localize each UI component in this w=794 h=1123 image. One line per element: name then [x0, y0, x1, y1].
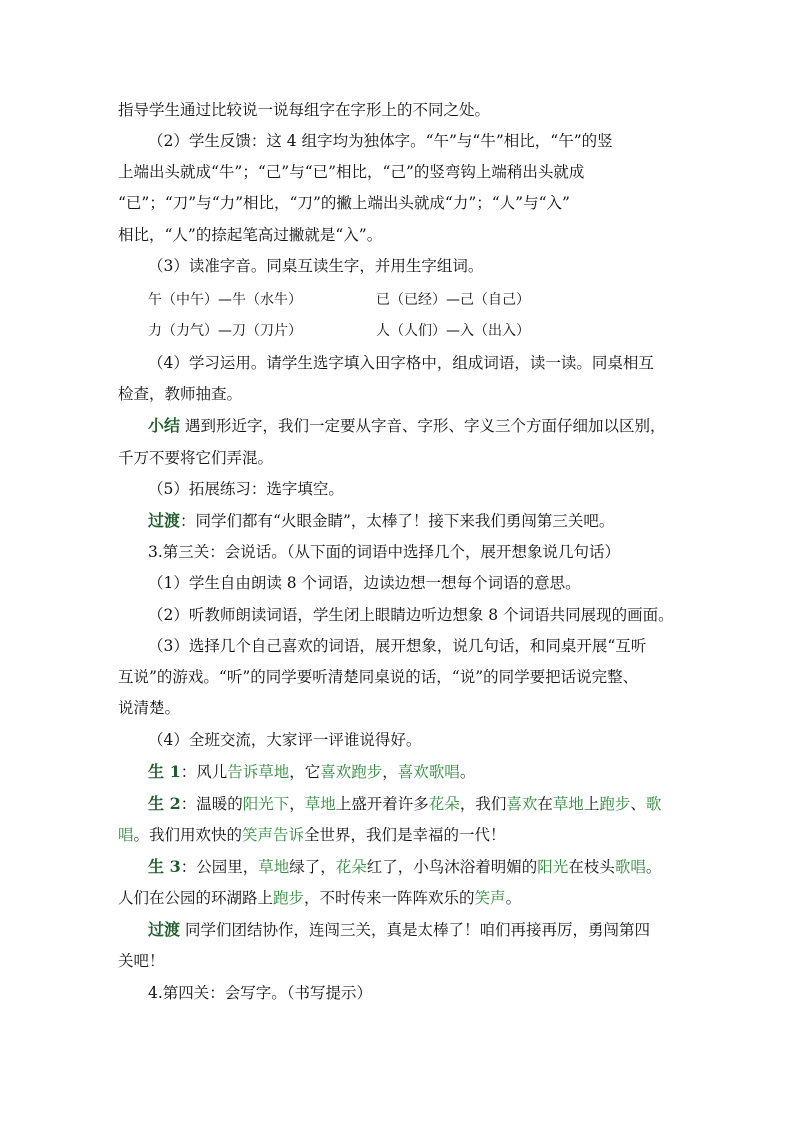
highlight-word: 歌 — [645, 795, 662, 813]
text-span: 在枝头 — [568, 858, 615, 876]
word-pair: 午（中午）—牛（水牛） — [148, 292, 302, 308]
text-span: 。 — [459, 763, 476, 781]
highlight-word: 花朵 — [428, 795, 460, 813]
text-span: ，我们 — [459, 795, 507, 813]
text-line: 千万不要将它们弄混。 — [118, 449, 274, 467]
summary-text: 遇到形近字，我们一定要从字音、字形、字义三个方面仔细加以区别， — [180, 417, 666, 435]
text-line: （3）选择几个自己喜欢的词语，展开想象，说几句话，和同桌开展“互听 — [148, 637, 647, 655]
transition-line — [148, 920, 708, 940]
text-span: 上 — [583, 795, 600, 813]
text-line: （1）学生自由朗读 8 个词语，边读边想一想每个词语的意思。 — [148, 574, 581, 592]
highlight-word: 笑声 — [474, 889, 506, 907]
student-label: 生 1 — [148, 762, 181, 781]
highlight-word: 草地 — [258, 858, 290, 876]
transition-line — [148, 511, 708, 531]
word-pair: 力（力气）—刀（刀片） — [148, 323, 302, 339]
highlight-word: 喜欢跑步 — [320, 763, 383, 781]
text-span: ，不时传来一阵阵欢乐的 — [304, 889, 475, 907]
text-span: 人们在公园的环湖路上 — [118, 889, 274, 907]
word-pair: 已（已经）—己（自己） — [376, 292, 530, 308]
section-heading: 3.第三关：会说话。（从下面的词语中选择几个，展开想象说几句话） — [148, 543, 621, 561]
text-span: 、 — [630, 795, 646, 813]
text-line: 关吧！ — [118, 952, 165, 970]
text-line: 说清楚。 — [118, 699, 181, 717]
text-line: （2）听教师朗读词语，学生闭上眼睛边听边想象 8 个词语共同展现的画面。 — [148, 606, 674, 624]
text-span: 。我们用欢快的 — [133, 826, 243, 844]
highlight-word: 草地 — [552, 795, 584, 813]
text-line: （4）学习运用。请学生选字填入田字格中，组成词语，读一读。同桌相互 — [148, 354, 654, 372]
student-label: 生 3 — [148, 857, 181, 876]
text-line: 指导学生通过比较说一说每组字在字形上的不同之处。 — [118, 101, 491, 119]
transition-label: 过渡 — [148, 920, 181, 939]
text-span: ：温暖的 — [180, 795, 243, 813]
text-line: 互说”的游戏。“听”的同学要听清楚同桌说的话，“说”的同学要把话说完整、 — [118, 668, 639, 686]
highlight-word: 花朵 — [335, 858, 367, 876]
text-line: 上端出头就成“牛”；“己”与“已”相比，“己”的竖弯钩上端稍出头就成 — [118, 163, 585, 181]
text-line: （5）拓展练习：选字填空。 — [148, 480, 344, 498]
section-heading: 4.第四关：会写字。（书写提示） — [148, 984, 373, 1002]
text-span: ：风儿 — [180, 763, 228, 781]
student-3-line — [148, 857, 708, 877]
highlight-word: 笑声告诉 — [242, 826, 305, 844]
highlight-word: 喜欢歌唱 — [397, 763, 460, 781]
transition-label: 过渡 — [148, 511, 181, 530]
text-span: ：公园里， — [180, 858, 259, 876]
transition-text: ：同学们都有“火眼金睛”，太棒了！接下来我们勇闯第三关吧。 — [180, 512, 615, 530]
summary-line — [148, 416, 708, 436]
text-span: ， — [382, 763, 398, 781]
text-line: “已”；“刀”与“力”相比，“刀”的撇上端出头就成“力”；“人”与“入” — [118, 194, 570, 212]
student-1-line — [148, 762, 708, 782]
student-2-line-cont — [118, 825, 678, 845]
highlight-word: 阳光 — [537, 858, 569, 876]
highlight-word: 唱 — [118, 826, 134, 844]
transition-text: 同学们团结协作，连闯三关，真是太棒了！咱们再接再厉，勇闯第四 — [180, 921, 650, 939]
student-label: 生 2 — [148, 794, 181, 813]
highlight-word: 跑步 — [599, 795, 631, 813]
text-line: （3）读准字音。同桌互读生字，并用生字组词。 — [148, 257, 484, 275]
highlight-word: 歌唱 — [614, 858, 646, 876]
highlight-word: 喜欢 — [506, 795, 538, 813]
text-span: 。 — [645, 858, 662, 876]
text-span: ， — [289, 795, 305, 813]
text-span: ，它 — [289, 763, 321, 781]
student-2-line — [148, 794, 708, 814]
text-line: （4）全班交流，大家评一评谁说得好。 — [148, 731, 422, 749]
text-span: 在 — [537, 795, 553, 813]
text-line: （2）学生反馈：这 4 组字均为独体字。“午”与“牛”相比，“午”的竖 — [148, 132, 613, 150]
text-span: 全世界，我们是幸福的一代！ — [304, 826, 506, 844]
highlight-word: 阳光下 — [242, 795, 290, 813]
word-pair: 人（人们）—入（出入） — [376, 323, 530, 339]
highlight-word: 告诉草地 — [227, 763, 290, 781]
summary-label: 小结 — [148, 416, 181, 435]
text-span: 红了，小鸟沐浴着明媚的 — [366, 858, 538, 876]
text-span: 上盛开着许多 — [335, 795, 429, 813]
highlight-word: 跑步 — [273, 889, 305, 907]
text-span: 。 — [505, 889, 522, 907]
text-line: 检查，教师抽查。 — [118, 385, 243, 403]
text-span: 绿了， — [289, 858, 336, 876]
highlight-word: 草地 — [304, 795, 336, 813]
student-3-line-cont — [118, 888, 678, 908]
text-line: 相比，“人”的捺起笔高过撇就是“入”。 — [118, 226, 383, 244]
